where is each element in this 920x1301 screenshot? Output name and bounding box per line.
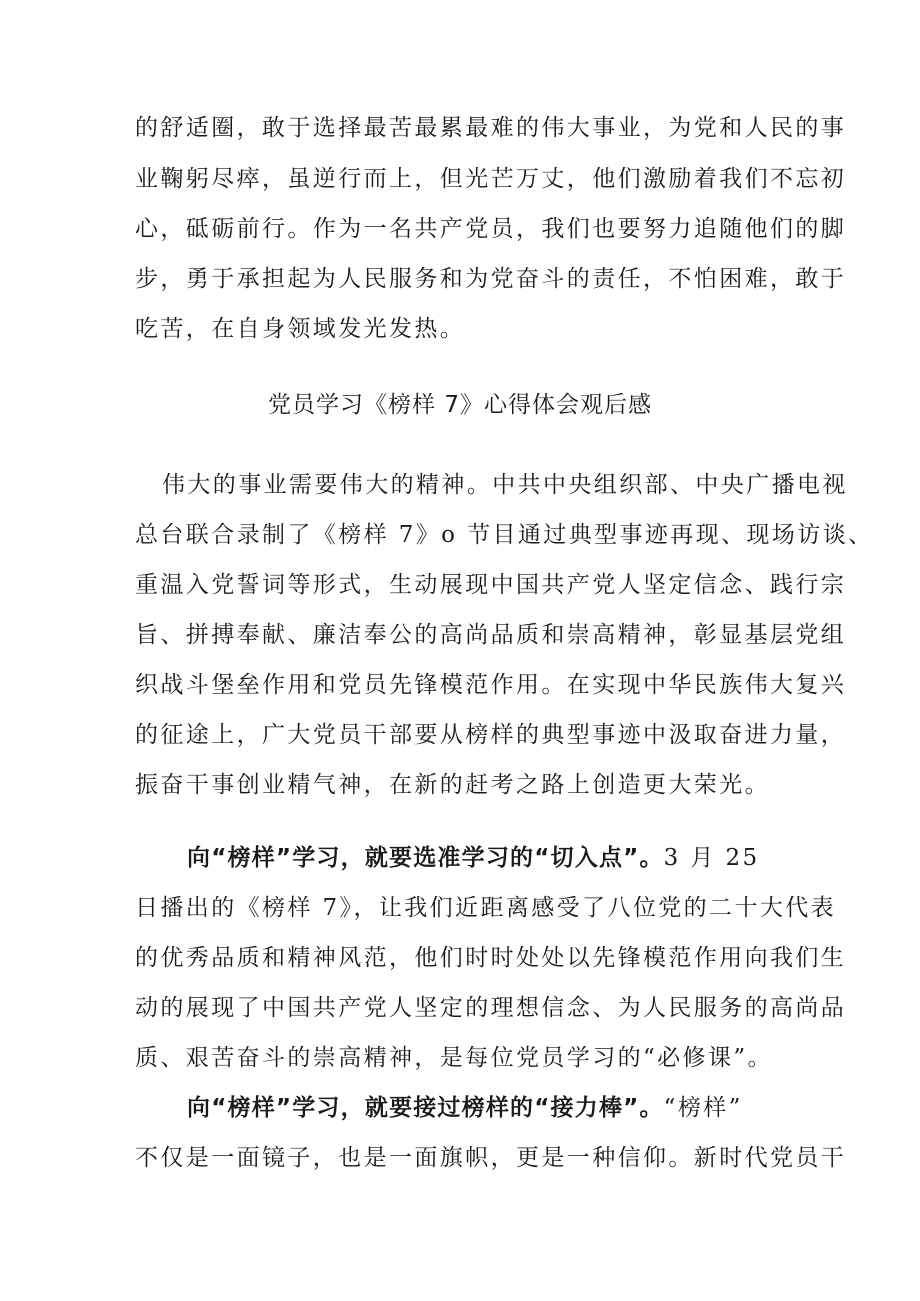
paragraph-line: 的征途上，广大党员干部要从榜样的典型事迹中汲取奋进力量，: [135, 722, 847, 748]
section-heading-tail: 3 月 25: [663, 845, 760, 871]
paragraph-line: 重温入党誓词等形式，生动展现中国共产党人坚定信念、践行宗: [135, 572, 847, 598]
paragraph-line: 动的展现了中国共产党人坚定的理想信念、为人民服务的高尚品: [135, 995, 847, 1021]
paragraph-line: 旨、拼搏奉献、廉洁奉公的高尚品质和崇高精神，彰显基层党组: [135, 622, 847, 648]
paragraph-line: 不仅是一面镜子，也是一面旗帜，更是一种信仰。新时代党员干: [135, 1145, 847, 1171]
paragraph-line: 吃苦，在自身领域发光发热。: [135, 316, 466, 342]
paragraph-line: 伟大的事业需要伟大的精神。中共中央组织部、中央广播电视: [162, 472, 848, 498]
section-heading-tail: “榜样”: [663, 1095, 743, 1121]
article-title: 党员学习《榜样 7》心得体会观后感: [268, 392, 652, 418]
section-heading-line: [187, 1092, 743, 1124]
paragraph-line: 总台联合录制了《榜样 7》o 节目通过典型事迹再现、现场访谈、: [135, 522, 874, 548]
section-heading: 向“榜样”学习，就要接过榜样的“接力棒”。: [187, 1095, 664, 1121]
section-heading: 向“榜样”学习，就要选准学习的“切入点”。: [187, 845, 664, 871]
paragraph-line: 织战斗堡垒作用和党员先锋模范作用。在实现中华民族伟大复兴: [135, 672, 847, 698]
paragraph-line: 质、艰苦奋斗的崇高精神，是每位党员学习的“必修课”。: [135, 1045, 773, 1071]
paragraph-line: 心，砥砺前行。作为一名共产党员，我们也要努力追随他们的脚: [135, 216, 847, 242]
paragraph-line: 的舒适圈，敢于选择最苦最累最难的伟大事业，为党和人民的事: [135, 115, 847, 141]
paragraph-line: 日播出的《榜样 7》，让我们近距离感受了八位党的二十大代表: [135, 895, 837, 921]
paragraph-line: 的优秀品质和精神风范，他们时时处处以先锋模范作用向我们生: [135, 945, 847, 971]
paragraph-line: 业鞠躬尽瘁，虽逆行而上，但光芒万丈，他们激励着我们不忘初: [135, 166, 847, 192]
paragraph-line: 步，勇于承担起为人民服务和为党奋斗的责任，不怕困难，敢于: [135, 266, 847, 292]
paragraph-line: 振奋干事创业精气神，在新的赶考之路上创造更大荣光。: [135, 772, 770, 798]
section-heading-line: [187, 842, 760, 874]
